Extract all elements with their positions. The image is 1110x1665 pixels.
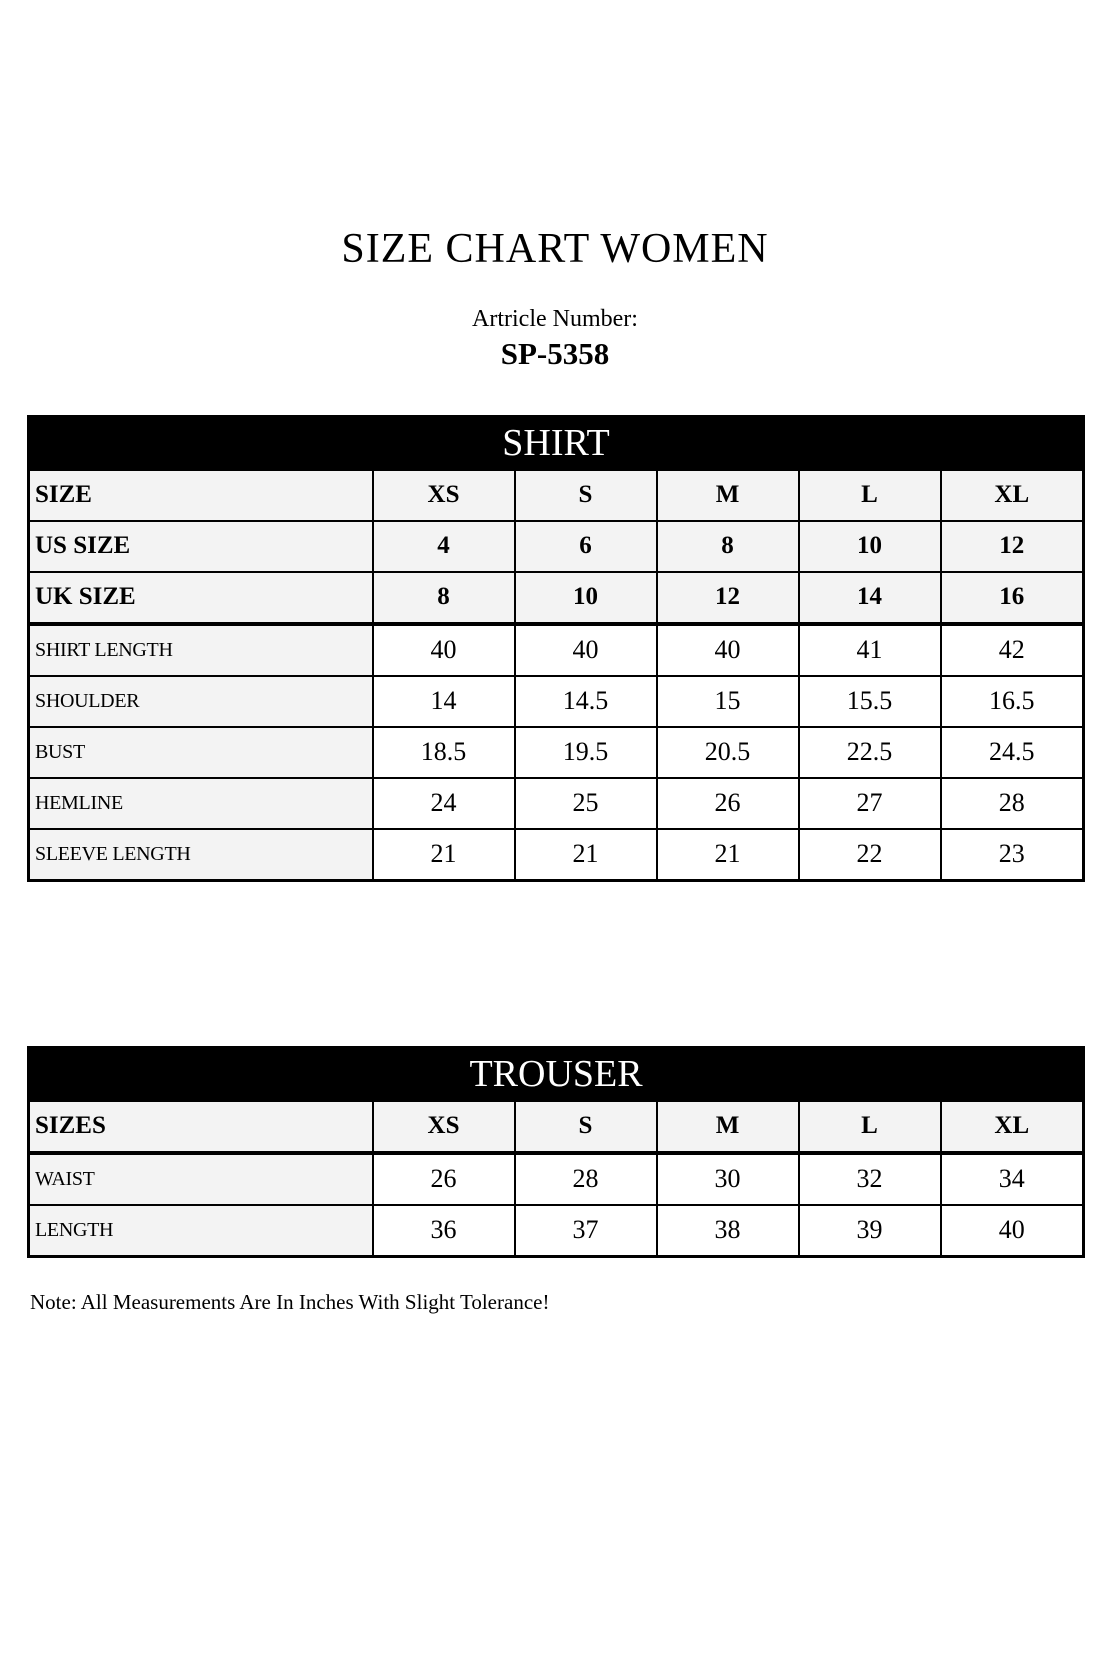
size-value: M bbox=[657, 1101, 799, 1153]
page-title: SIZE CHART WOMEN bbox=[341, 226, 769, 272]
size-value: XL bbox=[941, 1101, 1084, 1153]
measurement-value: 22.5 bbox=[799, 727, 941, 778]
measurement-value: 40 bbox=[373, 624, 515, 676]
row-label: SLEEVE LENGTH bbox=[29, 829, 373, 881]
measurement-value: 30 bbox=[657, 1153, 799, 1205]
row-label: US SIZE bbox=[29, 521, 373, 572]
size-value: XL bbox=[941, 470, 1084, 521]
row-label: UK SIZE bbox=[29, 572, 373, 624]
measurement-value: 37 bbox=[515, 1205, 657, 1257]
measurement-value: 21 bbox=[515, 829, 657, 881]
row-label: SHIRT LENGTH bbox=[29, 624, 373, 676]
size-value: S bbox=[515, 470, 657, 521]
measurement-value: 18.5 bbox=[373, 727, 515, 778]
measurement-value: 41 bbox=[799, 624, 941, 676]
shirt-table-title: SHIRT bbox=[29, 416, 1084, 470]
measurement-value: 27 bbox=[799, 778, 941, 829]
article-number-label: Artricle Number: bbox=[472, 306, 638, 333]
size-value: 10 bbox=[515, 572, 657, 624]
trouser-size-table bbox=[27, 1046, 1085, 1258]
trouser-table-header-row bbox=[29, 1047, 1084, 1101]
row-label: WAIST bbox=[29, 1153, 373, 1205]
trouser-table-title: TROUSER bbox=[29, 1047, 1084, 1101]
shirt-size-table bbox=[27, 415, 1085, 882]
measurement-value: 39 bbox=[799, 1205, 941, 1257]
table-row bbox=[29, 572, 1084, 624]
size-value: L bbox=[799, 1101, 941, 1153]
measurement-value: 21 bbox=[657, 829, 799, 881]
table-row bbox=[29, 778, 1084, 829]
size-value: 12 bbox=[657, 572, 799, 624]
measurement-value: 23 bbox=[941, 829, 1084, 881]
size-value: XS bbox=[373, 1101, 515, 1153]
size-value: M bbox=[657, 470, 799, 521]
size-value: 10 bbox=[799, 521, 941, 572]
row-label: LENGTH bbox=[29, 1205, 373, 1257]
measurement-value: 20.5 bbox=[657, 727, 799, 778]
measurement-value: 15 bbox=[657, 676, 799, 727]
measurement-value: 24 bbox=[373, 778, 515, 829]
size-value: S bbox=[515, 1101, 657, 1153]
size-value: L bbox=[799, 470, 941, 521]
measurement-value: 26 bbox=[657, 778, 799, 829]
measurement-value: 40 bbox=[515, 624, 657, 676]
measurement-value: 21 bbox=[373, 829, 515, 881]
measurement-value: 38 bbox=[657, 1205, 799, 1257]
size-value: 8 bbox=[373, 572, 515, 624]
table-row bbox=[29, 624, 1084, 676]
table-row bbox=[29, 727, 1084, 778]
measurement-value: 28 bbox=[941, 778, 1084, 829]
measurement-note: Note: All Measurements Are In Inches With Slight Tolerance! bbox=[30, 1289, 550, 1314]
measurement-value: 22 bbox=[799, 829, 941, 881]
measurement-value: 16.5 bbox=[941, 676, 1084, 727]
table-row bbox=[29, 1101, 1084, 1153]
measurement-value: 24.5 bbox=[941, 727, 1084, 778]
table-row bbox=[29, 470, 1084, 521]
table-row bbox=[29, 1153, 1084, 1205]
measurement-value: 32 bbox=[799, 1153, 941, 1205]
size-value: 12 bbox=[941, 521, 1084, 572]
shirt-table-header-row bbox=[29, 416, 1084, 470]
row-label: BUST bbox=[29, 727, 373, 778]
measurement-value: 14 bbox=[373, 676, 515, 727]
article-number-value: SP-5358 bbox=[500, 335, 610, 371]
measurement-value: 28 bbox=[515, 1153, 657, 1205]
size-value: 8 bbox=[657, 521, 799, 572]
measurement-value: 15.5 bbox=[799, 676, 941, 727]
row-label: SHOULDER bbox=[29, 676, 373, 727]
measurement-value: 34 bbox=[941, 1153, 1084, 1205]
measurement-value: 42 bbox=[941, 624, 1084, 676]
table-row bbox=[29, 676, 1084, 727]
measurement-value: 36 bbox=[373, 1205, 515, 1257]
row-label: HEMLINE bbox=[29, 778, 373, 829]
size-value: 14 bbox=[799, 572, 941, 624]
size-value: XS bbox=[373, 470, 515, 521]
size-value: 6 bbox=[515, 521, 657, 572]
measurement-value: 19.5 bbox=[515, 727, 657, 778]
measurement-value: 25 bbox=[515, 778, 657, 829]
measurement-value: 40 bbox=[941, 1205, 1084, 1257]
size-value: 4 bbox=[373, 521, 515, 572]
row-label: SIZE bbox=[29, 470, 373, 521]
size-value: 16 bbox=[941, 572, 1084, 624]
table-row bbox=[29, 521, 1084, 572]
measurement-value: 26 bbox=[373, 1153, 515, 1205]
row-label: SIZES bbox=[29, 1101, 373, 1153]
table-row bbox=[29, 1205, 1084, 1257]
measurement-value: 40 bbox=[657, 624, 799, 676]
table-row bbox=[29, 829, 1084, 881]
measurement-value: 14.5 bbox=[515, 676, 657, 727]
